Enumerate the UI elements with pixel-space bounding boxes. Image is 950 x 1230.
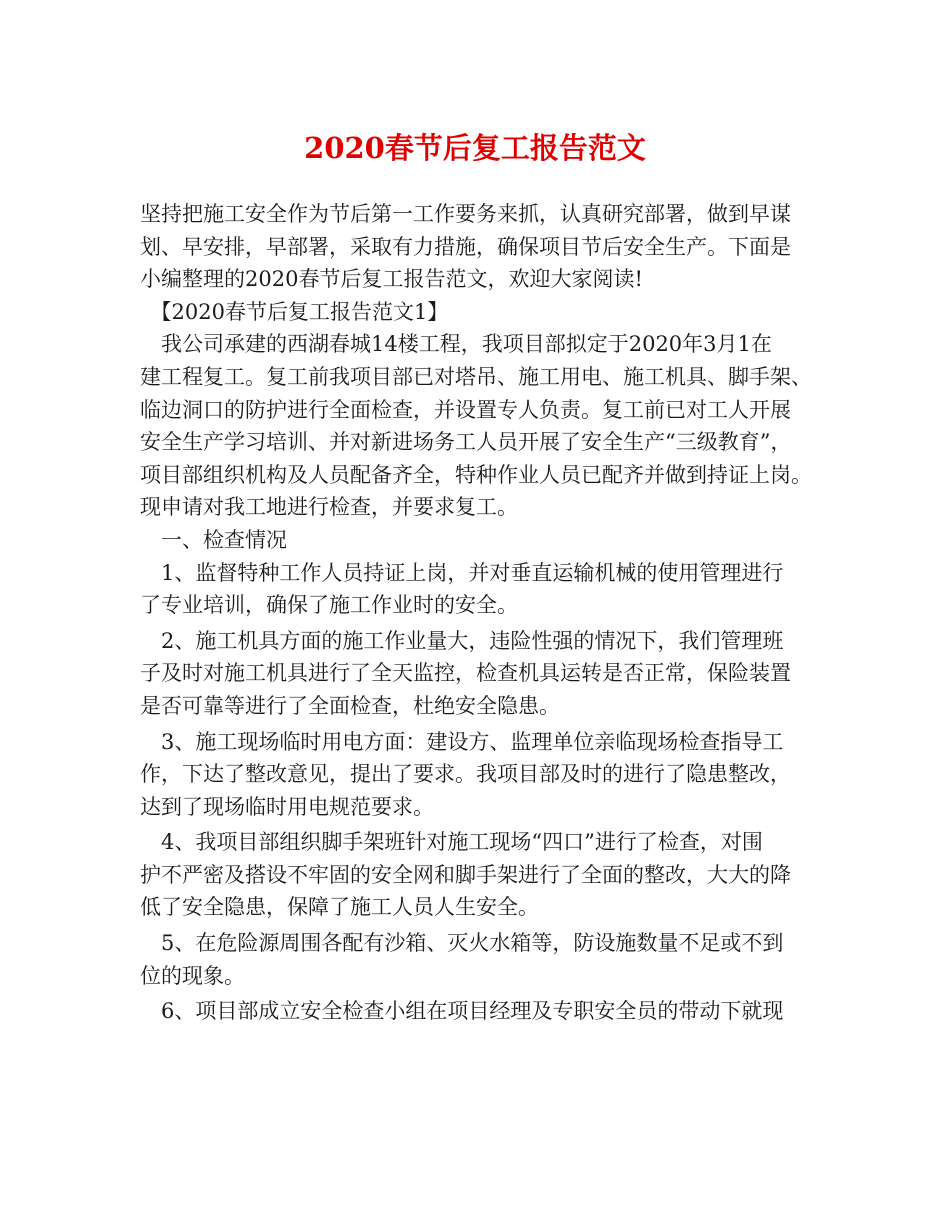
- document-title: 2020春节后复工报告范文: [304, 131, 646, 165]
- body-line: 小编整理的2020春节后复工报告范文，欢迎大家阅读!: [140, 267, 643, 292]
- list-item-line: 是否可靠等进行了全面检查，杜绝安全隐患。: [140, 693, 560, 718]
- body-line: 临边洞口的防护进行全面检查，并设置专人负责。复工前已对工人开展: [140, 397, 791, 422]
- list-item-line: 5、在危险源周围各配有沙箱、灭火水箱等，防设施数量不足或不到: [140, 931, 784, 956]
- body-line: 坚持把施工安全作为节后第一工作要务来抓，认真研究部署，做到早谋: [140, 202, 791, 226]
- body-line: 建工程复工。复工前我项目部已对塔吊、施工用电、施工机具、脚手架、: [140, 364, 812, 389]
- list-item-line: 1、监督特种工作人员持证上岗，并对垂直运输机械的使用管理进行: [140, 560, 784, 585]
- document-body: [140, 198, 820, 1028]
- body-line: 划、早安排，早部署，采取有力措施，确保项目节后安全生产。下面是: [140, 234, 791, 259]
- body-line: 安全生产学习培训、并对新进场务工人员开展了安全生产“三级教育”，: [140, 430, 792, 455]
- section-heading: 【2020春节后复工报告范文1】: [140, 299, 449, 324]
- list-item-line: 6、项目部成立安全检查小组在项目经理及专职安全员的带动下就现: [140, 999, 784, 1024]
- body-line: 项目部组织机构及人员配备齐全，特种作业人员已配齐并做到持证上岗。: [140, 462, 812, 487]
- list-item-line: 了专业培训，确保了施工作业时的安全。: [140, 593, 518, 618]
- body-line: 我公司承建的西湖春城14楼工程，我项目部拟定于2020年3月1在: [140, 332, 772, 357]
- list-item-line: 作，下达了整改意见，提出了要求。我项目部及时的进行了隐患整改，: [140, 762, 791, 787]
- section-heading: 一、检查情况: [140, 527, 287, 552]
- list-item-line: 子及时对施工机具进行了全天监控，检查机具运转是否正常，保险装置: [140, 661, 791, 686]
- list-item-line: 护不严密及搭设不牢固的安全网和脚手架进行了全面的整改，大大的降: [140, 862, 791, 887]
- list-item-line: 4、我项目部组织脚手架班针对施工现场“四口”进行了检查，对围: [140, 830, 763, 855]
- body-line: 现申请对我工地进行检查，并要求复工。: [140, 495, 518, 520]
- list-item-line: 低了安全隐患，保障了施工人员人生安全。: [140, 895, 539, 920]
- list-item-line: 位的现象。: [140, 963, 245, 988]
- list-item-line: 达到了现场临时用电规范要求。: [140, 794, 434, 819]
- list-item-line: 2、施工机具方面的施工作业量大，违险性强的情况下，我们管理班: [140, 628, 784, 653]
- list-item-line: 3、施工现场临时用电方面：建设方、监理单位亲临现场检查指导工: [140, 729, 784, 754]
